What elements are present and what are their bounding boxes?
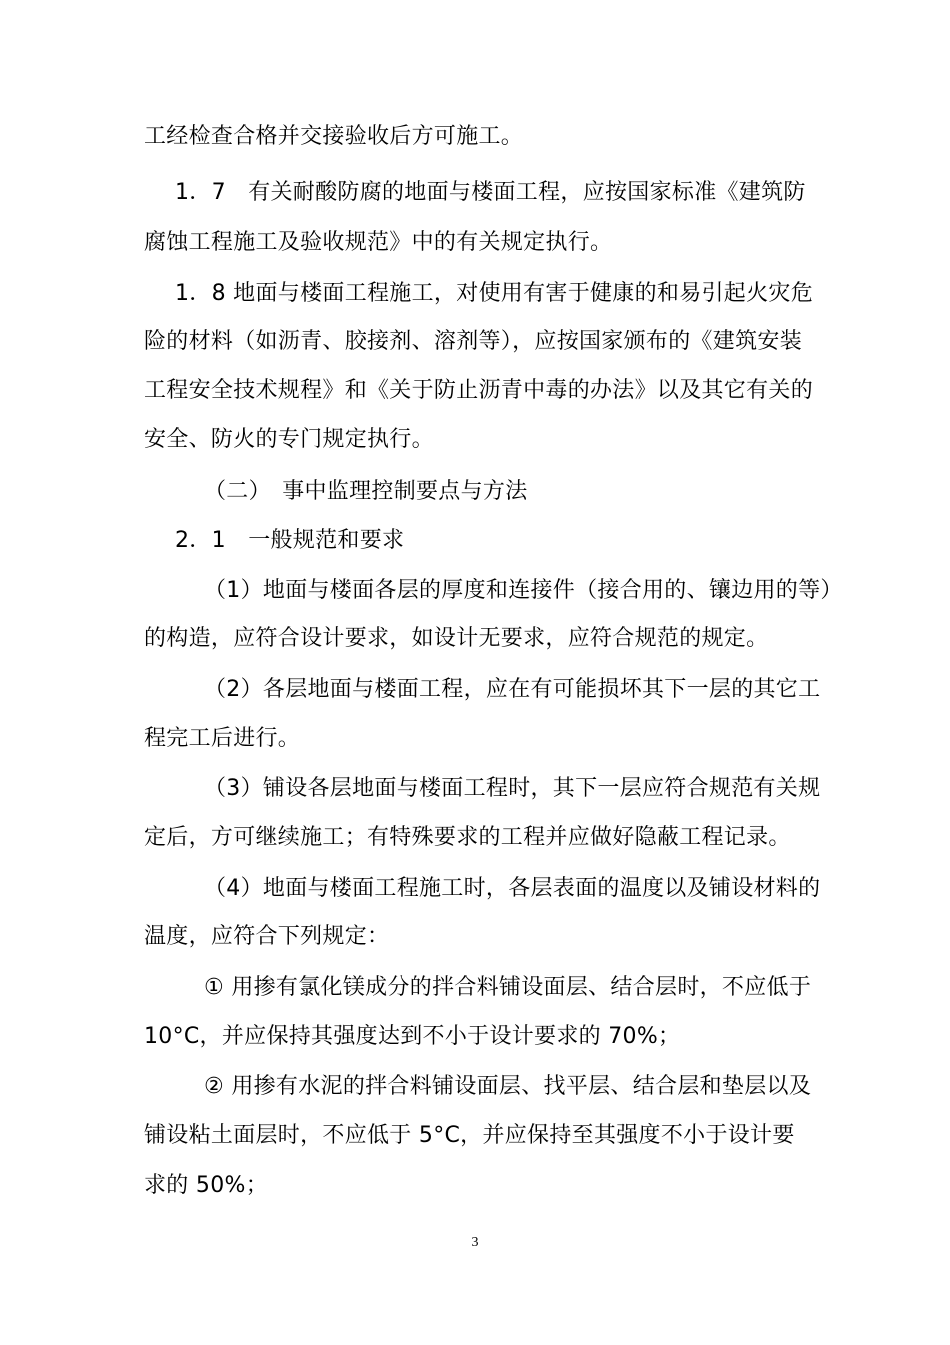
section-1-7-line-1: 1．7 有关耐酸防腐的地面与楼面工程，应按国家标准《建筑防 <box>175 180 806 205</box>
subitem-2-line-3: 求的 50%； <box>144 1173 268 1198</box>
section-heading-2: （二） 事中监理控制要点与方法 <box>204 479 528 504</box>
page-number: 3 <box>471 1235 479 1250</box>
subitem-1-line-1: ① 用掺有氯化镁成分的拌合料铺设面层、结合层时，不应低于 <box>204 975 812 1000</box>
section-1-8-line-4: 安全、防火的专门规定执行。 <box>144 427 434 452</box>
item-4-line-1: （4）地面与楼面工程施工时，各层表面的温度以及铺设材料的 <box>204 876 821 901</box>
paragraph-line-1: 工经检查合格并交接验收后方可施工。 <box>144 124 524 149</box>
item-1-line-2: 的构造，应符合设计要求，如设计无要求，应符合规范的规定。 <box>144 626 769 651</box>
subitem-2-line-1: ② 用掺有水泥的拌合料铺设面层、找平层、结合层和垫层以及 <box>204 1074 812 1099</box>
item-4-line-2: 温度，应符合下列规定： <box>144 924 390 949</box>
section-1-7-line-2: 腐蚀工程施工及验收规范》中的有关规定执行。 <box>144 230 613 255</box>
section-1-8-line-1: 1．8 地面与楼面工程施工，对使用有害于健康的和易引起火灾危 <box>175 281 813 306</box>
item-3-line-2: 定后，方可继续施工；有特殊要求的工程并应做好隐蔽工程记录。 <box>144 825 791 850</box>
item-3-line-1: （3）铺设各层地面与楼面工程时，其下一层应符合规范有关规 <box>204 776 821 801</box>
section-1-8-line-3: 工程安全技术规程》和《关于防止沥青中毒的办法》以及其它有关的 <box>144 378 814 403</box>
subitem-2-line-2: 铺设粘土面层时，不应低于 5°C，并应保持至其强度不小于设计要 <box>144 1123 795 1148</box>
subitem-1-line-2: 10°C，并应保持其强度达到不小于设计要求的 70%； <box>144 1024 681 1049</box>
item-1-line-1: （1）地面与楼面各层的厚度和连接件（接合用的、镶边用的等） <box>204 578 843 603</box>
section-1-8-line-2: 险的材料（如沥青、胶接剂、溶剂等），应按国家颁布的《建筑安装 <box>144 329 803 354</box>
section-2-1-heading: 2．1 一般规范和要求 <box>175 528 405 553</box>
item-2-line-2: 程完工后进行。 <box>144 726 301 751</box>
item-2-line-1: （2）各层地面与楼面工程，应在有可能损坏其下一层的其它工 <box>204 677 821 702</box>
